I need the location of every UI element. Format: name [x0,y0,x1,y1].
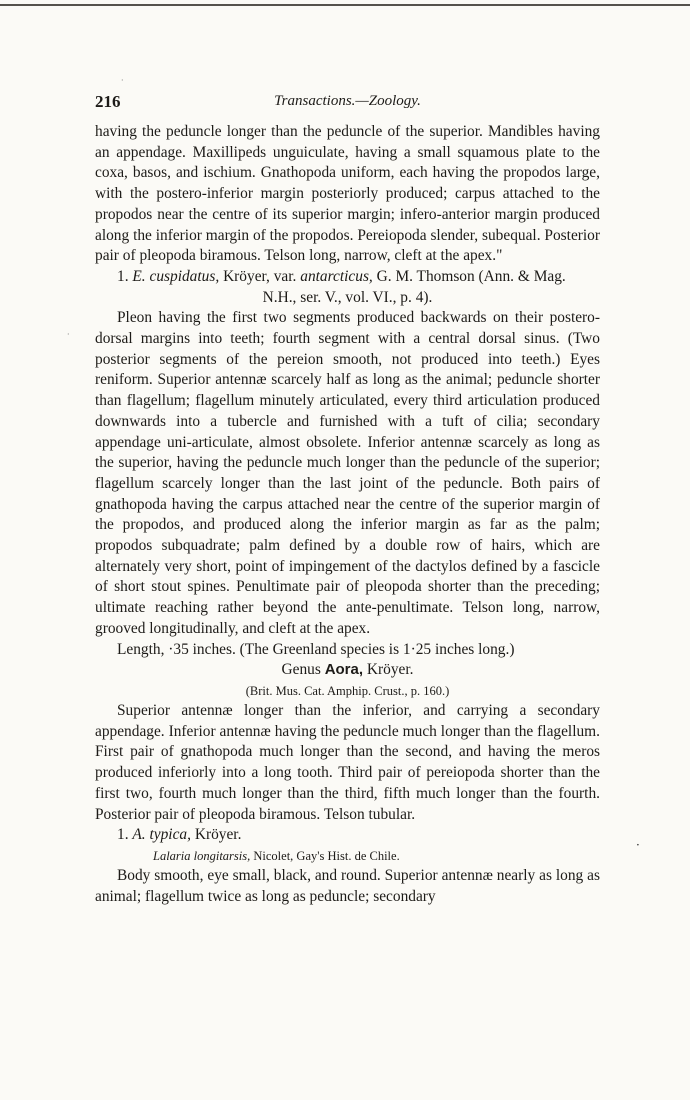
genus-name: Aora, [324,661,364,679]
page-body [95,122,600,907]
paragraph-typica-description: Body smooth, eye small, black, and round. Superior antennæ nearly as long as animal; flagellum twice as long as peduncle; secondary [95,866,600,905]
synonym-name: Lalaria longitarsis, [153,848,251,863]
length-line: Length, ·35 inches. (The Greenland species is 1·25 inches long.) [117,640,515,658]
margin-speck: · [121,76,124,85]
genus-reference: (Brit. Mus. Cat. Amphip. Crust., p. 160.) [245,683,450,698]
species-name: E. cuspidatus, [132,267,220,285]
genus-prefix: Genus [281,661,321,679]
page-number: 216 [95,92,121,111]
variety-name: antarcticus, [300,267,373,285]
species-reference: G. M. Thomson (Ann. & Mag. [376,267,566,285]
top-rule [0,4,690,6]
margin-speck: · [67,330,70,339]
species-author: Kröyer. [194,826,242,844]
genus-heading [95,660,600,681]
paragraph-genus-aora: Superior antennæ longer than the inferior, and carrying a secondary appendage. Inferior antennæ having the peduncle much longer than the flagellum. First pair of gnathopoda much longer than the second, and having the meros produced inferiorly into a long tooth. Third pair of pereiopoda shorter than the first two, fourth much longer than the third, fifth much longer than the fourth. Posterior pair of pleopoda biramous. Telson tubular. [95,701,600,823]
species-heading-cuspidatus [95,267,600,288]
synonym-reference: Nicolet, Gay's Hist. de Chile. [253,848,400,863]
species-heading-typica [95,825,600,846]
species-author: Kröyer, var. [223,267,297,285]
species-reference-continued: N.H., ser. V., vol. VI., p. 4). [262,288,433,306]
species-number: 1. [117,826,129,844]
genus-author: Kröyer. [366,661,414,679]
paragraph-genus-description: having the peduncle longer than the peduncle of the superior. Mandibles having an appendage. Maxillipeds unguiculate, having a small squamous plate to the coxa, basos, and ischium. Gnathopoda uniform, each having the propodos large, with the postero-inferior margin posteriorly produced; carpus attached to the propodos near the centre of its superior margin; infero-anterior margin produced along the inferior margin of the propodos. Pereiopoda slender, subequal. Posterior pair of pleopoda biramous. Telson long, narrow, cleft at the apex." [95,123,600,265]
page-header [95,92,600,114]
synonym-line [95,846,600,866]
species-number: 1. [117,267,129,285]
paragraph-species-description: Pleon having the first two segments produced backwards on their postero-dorsal margins into teeth; fourth segment with a central dorsal sinus. (Two posterior segments of the pereion smooth, not produced into teeth.) Eyes reniform. Superior antennæ scarcely half as long as the animal; peduncle shorter than flagellum; flagellum minutely articulated, every third articulation produced downwards into a tubercle and furnished with a tuft of cilia; secondary appendage uni-articulate, almost obsolete. Inferior antennæ scarcely as long as the superior, having the peduncle much longer than the peduncle of the superior; flagellum scarcely longer than the last joint of the peduncle. Both pairs of gnathopoda having the carpus attached near the centre of the superior margin of the propodos, and produced along the inferior margin as far as the palm; propodos subquadrate; palm defined by a double row of hairs, which are alternately very short, point of impingement of the dactylos defined by a fascicle of short stout spines. Penultimate pair of pleopoda shorter than the preceding; ultimate reaching rather beyond the ante-penultimate. Telson long, narrow, grooved longitudinally, and cleft at the apex. [95,309,600,637]
species-name: A. typica, [132,826,191,844]
running-title: Transactions.—Zoology. [274,93,421,109]
margin-speck: · [636,838,640,852]
